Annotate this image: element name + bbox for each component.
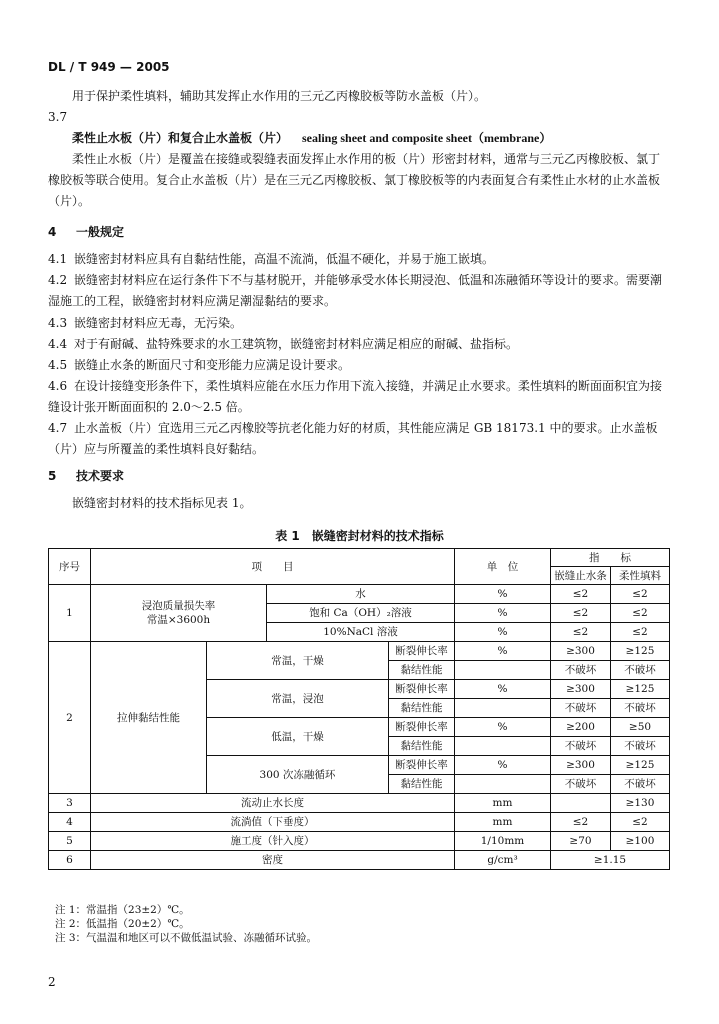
cell-value-a [551,794,611,813]
header-col-a: 嵌缝止水条 [551,567,611,585]
cell-seq: 3 [49,794,91,813]
cell-unit: % [455,585,551,604]
cell-value-b: ≥125 [611,756,670,775]
cell-seq: 1 [49,585,91,642]
clause-text: 嵌缝止水条的断面尺寸和变形能力应满足设计要求。 [74,358,351,372]
cell-value-b: ≤2 [611,813,670,832]
cell-value-b: 不破坏 [611,737,670,756]
cell-sub: 黏结性能 [389,775,455,794]
technical-indicator-table [48,548,670,870]
note-2: 注 2：低温指（20±2）℃。 [55,918,190,930]
page-number: 2 [48,975,56,989]
note-3: 注 3：气温温和地区可以不做低温试验、冻融循环试验。 [55,932,318,944]
cell-unit: % [455,718,551,737]
section-4-number: 4 [48,225,57,239]
cell-seq: 2 [49,642,91,794]
clause-number: 4.6 [48,379,68,393]
cell-item: 施工度（针入度） [91,832,455,851]
clause-4-6 [48,376,670,418]
cell-sub: 黏结性能 [389,699,455,718]
clause-4-3 [48,313,670,334]
cell-value-a: ≤2 [551,623,611,642]
header-unit: 单 位 [455,549,551,585]
table-notes [55,903,317,945]
section-5-heading [48,466,670,487]
cell-condition: 常温，浸泡 [207,680,389,718]
cell-sub: 断裂伸长率 [389,718,455,737]
cell-sub: 断裂伸长率 [389,680,455,699]
cell-value-b: ≤2 [611,623,670,642]
section-5-number: 5 [48,469,57,483]
header-item: 项 目 [91,549,455,585]
clause-number: 4.7 [48,421,68,435]
cell-seq: 4 [49,813,91,832]
clause-text: 止水盖板（片）宜选用三元乙丙橡胶等抗老化能力好的材质，其性能应满足 GB 18173.1 中的要求。止水盖板（片）应与所覆盖的柔性填料良好黏结。 [48,421,658,456]
cell-sub: 黏结性能 [389,737,455,756]
cell-sub: 黏结性能 [389,661,455,680]
cell-condition: 300 次冻融循环 [207,756,389,794]
clause-4-4 [48,334,670,355]
cell-unit: % [455,604,551,623]
clause-number: 4.5 [48,358,68,372]
cell-value-b: ≥125 [611,680,670,699]
cell-sub: 断裂伸长率 [389,756,455,775]
clause-4-2 [48,270,670,312]
clause-number: 4.1 [48,252,68,266]
cell-value-a: ≥300 [551,756,611,775]
cell-sub: 10%NaCl 溶液 [267,623,455,642]
table-label: 表 1 [275,529,300,543]
section-3-7-number: 3.7 [48,110,68,124]
item-condition: 常温×3600h [146,614,211,626]
cell-value-b: 不破坏 [611,775,670,794]
table-row [49,851,670,870]
section-5-intro: 嵌缝密封材料的技术指标见表 1。 [72,496,252,510]
header-indicator: 指 标 [551,549,670,567]
cell-unit [455,661,551,680]
section-3-7-term [48,128,670,149]
cell-item [91,585,267,642]
cell-value-b: ≥125 [611,642,670,661]
cell-sub: 饱和 Ca（OH）₂溶液 [267,604,455,623]
cell-item: 密度 [91,851,455,870]
cell-value-b: ≤2 [611,585,670,604]
note-1: 注 1：常温指（23±2）℃。 [55,904,190,916]
cell-unit [455,775,551,794]
cell-value-b: 不破坏 [611,699,670,718]
cell-value-a: ≥70 [551,832,611,851]
cell-value-a: ≤2 [551,604,611,623]
cell-unit: % [455,680,551,699]
cell-unit [455,699,551,718]
standard-code-header: DL / T 949 — 2005 [48,60,170,74]
cell-value-a: 不破坏 [551,661,611,680]
cell-value-a: ≥300 [551,680,611,699]
cell-value-merged: ≥1.15 [551,851,670,870]
header-col-b: 柔性填料 [611,567,670,585]
cell-value-a: 不破坏 [551,737,611,756]
term-cn: 柔性止水板（片）和复合止水盖板（片） [72,131,289,145]
term-en: sealing sheet and composite sheet（membrane） [302,131,552,145]
clause-text: 嵌缝密封材料应无毒，无污染。 [74,316,243,330]
table-caption [0,527,719,544]
intro-line: 用于保护柔性填料，辅助其发挥止水作用的三元乙丙橡胶板等防水盖板（片）。 [72,89,487,103]
clause-number: 4.2 [48,273,68,287]
header-seq: 序号 [49,549,91,585]
clause-text: 对于有耐碱、盐特殊要求的水工建筑物，嵌缝密封材料应满足相应的耐碱、盐指标。 [74,337,519,351]
table-header-row [49,549,670,567]
section-3-7-definition: 柔性止水板（片）是覆盖在接缝或裂缝表面发挥止水作用的板（片）形密封材料，通常与三元乙丙橡胶板、氯丁橡胶板等联合使用。复合止水盖板（片）是在三元乙丙橡胶板、氯丁橡胶板等的内表面复合有柔性止水材的止水盖板（片）。 [48,152,661,208]
cell-value-a: 不破坏 [551,775,611,794]
clause-text: 在设计接缝变形条件下，柔性填料应能在水压力作用下流入接缝，并满足止水要求。柔性填料的断面面积宜为接缝设计张开断面面积的 2.0～2.5 倍。 [48,379,663,414]
cell-sub: 断裂伸长率 [389,642,455,661]
cell-value-a: 不破坏 [551,699,611,718]
cell-item: 流淌值（下垂度） [91,813,455,832]
table-row [49,642,670,661]
clause-4-1 [48,249,670,270]
table-row [49,813,670,832]
clause-text: 嵌缝密封材料应在运行条件下不与基材脱开，并能够承受水体长期浸泡、低温和冻融循环等设计的要求。需要潮湿施工的工程，嵌缝密封材料应满足潮湿黏结的要求。 [48,273,663,308]
cell-unit [455,737,551,756]
cell-unit: % [455,642,551,661]
table-row [49,585,670,604]
cell-value-a: ≤2 [551,813,611,832]
cell-unit: % [455,756,551,775]
cell-condition: 低温，干燥 [207,718,389,756]
cell-unit: g/cm³ [455,851,551,870]
cell-seq: 6 [49,851,91,870]
cell-seq: 5 [49,832,91,851]
cell-value-a: ≥200 [551,718,611,737]
cell-value-b: ≥130 [611,794,670,813]
cell-value-a: ≤2 [551,585,611,604]
cell-value-b: ≥100 [611,832,670,851]
cell-item: 流动止水长度 [91,794,455,813]
clause-number: 4.4 [48,337,68,351]
cell-value-b: ≥50 [611,718,670,737]
cell-condition: 常温，干燥 [207,642,389,680]
table-row [49,832,670,851]
cell-value-b: ≤2 [611,604,670,623]
clause-4-7 [48,418,670,460]
cell-sub: 水 [267,585,455,604]
section-5-title: 技术要求 [76,469,125,483]
clause-number: 4.3 [48,316,68,330]
table-row [49,794,670,813]
cell-item: 拉伸黏结性能 [91,642,207,794]
cell-unit: 1/10mm [455,832,551,851]
cell-value-b: 不破坏 [611,661,670,680]
item-name: 浸泡质量损失率 [141,600,216,612]
cell-value-a: ≥300 [551,642,611,661]
cell-unit: % [455,623,551,642]
cell-unit: mm [455,794,551,813]
cell-unit: mm [455,813,551,832]
clause-text: 嵌缝密封材料应具有自黏结性能，高温不流淌，低温不硬化，并易于施工嵌填。 [74,252,495,266]
clause-4-5 [48,355,670,376]
table-title: 嵌缝密封材料的技术指标 [311,529,444,543]
section-4-heading [48,222,670,243]
section-4-title: 一般规定 [76,225,125,239]
